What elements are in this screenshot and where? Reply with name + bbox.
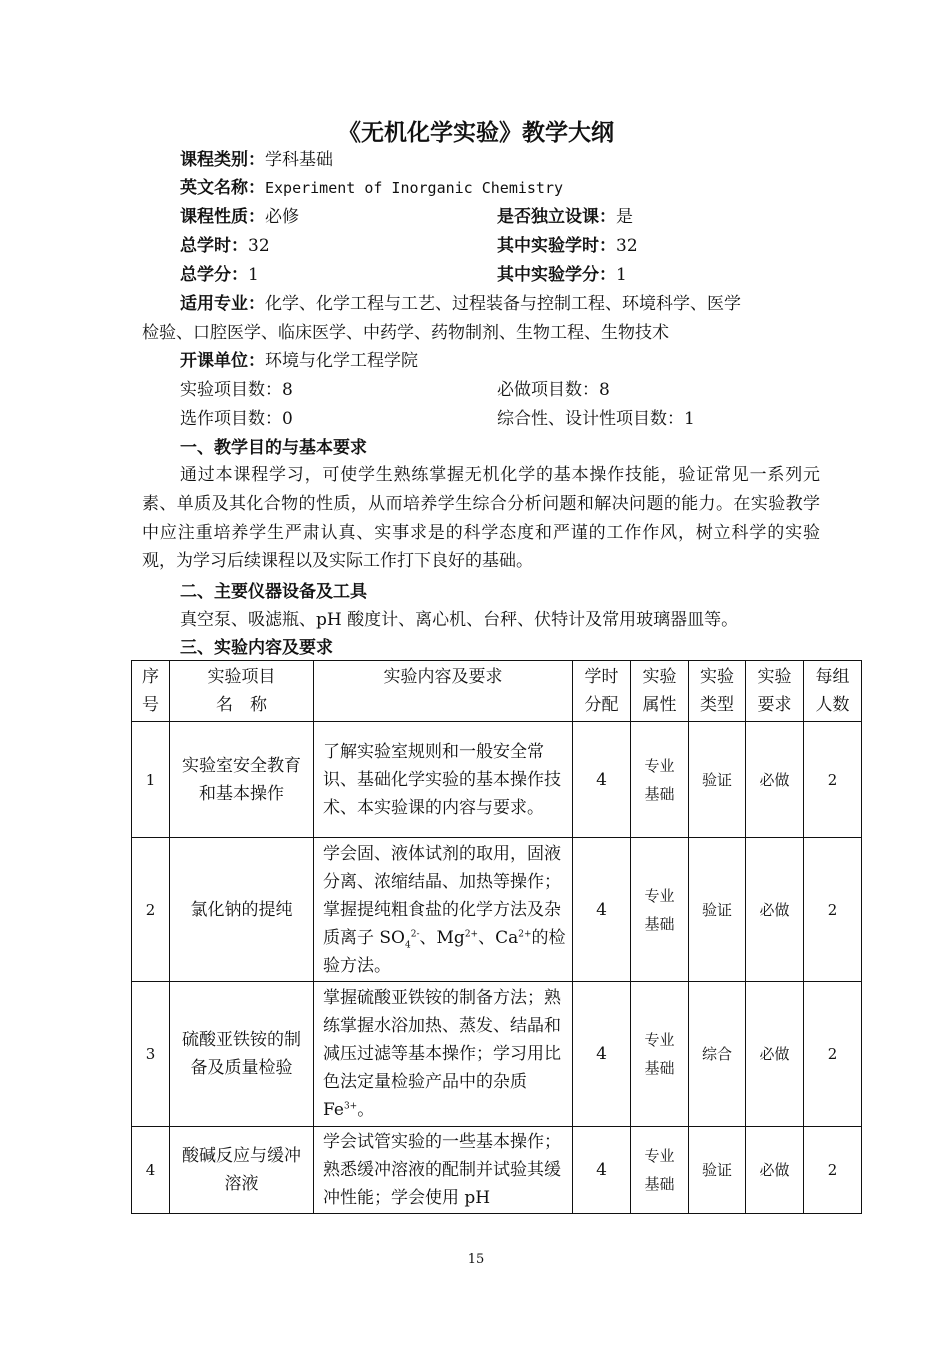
section-2-heading: 二、主要仪器设备及工具 <box>180 582 367 602</box>
row-attr: 专业基础 <box>631 838 689 982</box>
row-name: 硫酸亚铁铵的制备及质量检验 <box>170 982 314 1127</box>
col-header-group: 每组 人数 <box>804 661 862 722</box>
independent-course: 是否独立设课：是 <box>497 207 633 227</box>
row-req: 必做 <box>746 722 804 838</box>
row-content: 掌握硫酸亚铁铵的制备方法；熟练掌握水浴加热、蒸发、结晶和减压过滤等基本操作；学习用比色法定量检验产品中的杂质 $Fe^{3+}$。 <box>314 982 573 1127</box>
row-group: 2 <box>804 722 862 838</box>
project-count: 实验项目数：8 <box>180 380 293 400</box>
row-content: 学会固、液体试剂的取用，固液分离、浓缩结晶、加热等操作；掌握提纯粗食盐的化学方法及杂质离子 $SO_4^{2-}$、$Mg^{2+}$、$Ca^{2+}$的检验方法。 <box>314 838 573 982</box>
row-no: 4 <box>132 1127 170 1214</box>
experiment-table <box>131 660 862 1214</box>
applicable-majors-continued: 检验、口腔医学、临床医学、中药学、药物制剂、生物工程、生物技术 <box>142 323 669 343</box>
row-hours: 4 <box>573 722 631 838</box>
lab-hours: 其中实验学时：32 <box>497 236 638 256</box>
col-header-name: 实验项目 名 称 <box>170 661 314 722</box>
table-header-row <box>132 661 862 722</box>
table-row <box>132 722 862 838</box>
row-req: 必做 <box>746 982 804 1127</box>
row-req: 必做 <box>746 838 804 982</box>
row-no: 2 <box>132 838 170 982</box>
applicable-majors: 适用专业：化学、化学工程与工艺、过程装备与控制工程、环境科学、医学 <box>180 294 741 314</box>
row-no: 1 <box>132 722 170 838</box>
row-group: 2 <box>804 838 862 982</box>
row-no: 3 <box>132 982 170 1127</box>
row-type: 验证 <box>689 838 746 982</box>
elective-count: 选作项目数：0 <box>180 409 293 429</box>
total-hours: 总学时：32 <box>180 236 270 256</box>
design-count: 综合性、设计性项目数：1 <box>497 409 695 429</box>
row-content: 了解实验室规则和一般安全常识、基础化学实验的基本操作技术、本实验课的内容与要求。 <box>314 722 573 838</box>
offering-unit: 开课单位：环境与化学工程学院 <box>180 351 418 371</box>
row-group: 2 <box>804 982 862 1127</box>
section-1-text: 通过本课程学习，可使学生熟练掌握无机化学的基本操作技能，验证常见一系列元素、单质及其化合物的性质，从而培养学生综合分析问题和解决问题的能力。在实验教学中应注重培养学生严肃认真、实事求是的科学态度和严谨的工作作风，树立科学的实验观，为学习后续课程以及实际工作打下良好的基础。 <box>142 465 820 572</box>
col-header-type: 实验 类型 <box>689 661 746 722</box>
col-header-hours: 学时 分配 <box>573 661 631 722</box>
row-name: 酸碱反应与缓冲溶液 <box>170 1127 314 1214</box>
row-attr: 专业基础 <box>631 722 689 838</box>
course-nature: 课程性质：必修 <box>180 207 299 227</box>
row-name: 实验室安全教育和基本操作 <box>170 722 314 838</box>
table-row <box>132 1127 862 1214</box>
row-type: 验证 <box>689 1127 746 1214</box>
row-group: 2 <box>804 1127 862 1214</box>
required-count: 必做项目数：8 <box>497 380 610 400</box>
lab-credits: 其中实验学分：1 <box>497 265 627 285</box>
total-credits: 总学分：1 <box>180 265 259 285</box>
section-3-heading: 三、实验内容及要求 <box>180 638 333 658</box>
row-type: 综合 <box>689 982 746 1127</box>
row-hours: 4 <box>573 982 631 1127</box>
row-hours: 4 <box>573 838 631 982</box>
section-1-heading: 一、教学目的与基本要求 <box>180 438 367 458</box>
row-type: 验证 <box>689 722 746 838</box>
row-name: 氯化钠的提纯 <box>170 838 314 982</box>
table-row <box>132 838 862 982</box>
section-2-text: 真空泵、吸滤瓶、pH 酸度计、离心机、台秤、伏特计及常用玻璃器皿等。 <box>180 610 739 630</box>
row-req: 必做 <box>746 1127 804 1214</box>
col-header-content: 实验内容及要求 <box>314 661 573 722</box>
page-title: 《无机化学实验》教学大纲 <box>338 120 614 146</box>
col-header-no: 序 号 <box>132 661 170 722</box>
page-number: 15 <box>467 1252 485 1267</box>
row-attr: 专业基础 <box>631 1127 689 1214</box>
col-header-attr: 实验 属性 <box>631 661 689 722</box>
course-category: 课程类别：学科基础 <box>180 150 333 170</box>
table-row <box>132 982 862 1127</box>
row-hours: 4 <box>573 1127 631 1214</box>
col-header-req: 实验 要求 <box>746 661 804 722</box>
english-name: 英文名称：Experiment of Inorganic Chemistry <box>180 178 564 198</box>
row-content: 学会试管实验的一些基本操作；熟悉缓冲溶液的配制并试验其缓冲性能；学会使用 pH <box>314 1127 573 1214</box>
row-attr: 专业基础 <box>631 982 689 1127</box>
